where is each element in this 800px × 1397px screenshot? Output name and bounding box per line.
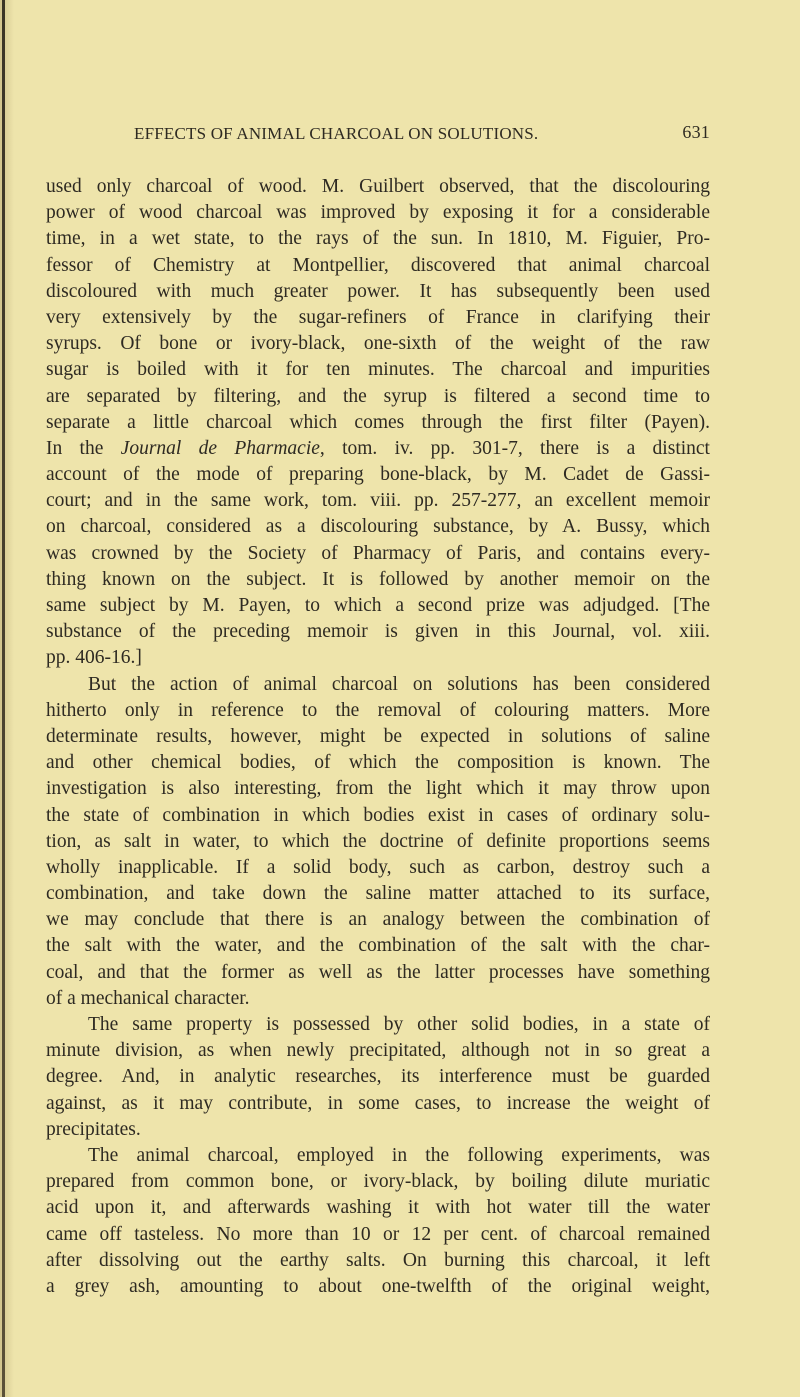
- text-line: acid upon it, and afterwards washing it with hot water till the water: [46, 1197, 710, 1219]
- text-line: substance of the preceding memoir is given in this Journal, vol. xiii.: [46, 621, 710, 643]
- text-line: The animal charcoal, employed in the following experiments, was: [88, 1144, 710, 1166]
- page-binding-edge: [2, 0, 5, 1397]
- text-line: investigation is also interesting, from the light which it may throw upon: [46, 778, 710, 800]
- text-line: tion, as salt in water, to which the doctrine of definite proportions seems: [46, 830, 710, 852]
- text-line: used only charcoal of wood. M. Guilbert observed, that the discolouring: [46, 176, 710, 197]
- text-line: discoloured with much greater power. It has subsequently been used: [46, 280, 710, 302]
- text-line: degree. And, in analytic researches, its interference must be guarded: [46, 1066, 710, 1088]
- paragraph: [46, 1143, 710, 1300]
- body-text: [46, 174, 710, 1300]
- journal-title-italic: Journal de Pharmacie: [120, 437, 320, 459]
- text-line: The same property is possessed by other solid bodies, in a state of: [88, 1014, 710, 1035]
- text-line: a grey ash, amounting to about one-twelfth of the original weight,: [46, 1275, 710, 1297]
- text-line: minute division, as when newly precipitated, although not in so great a: [46, 1040, 710, 1062]
- text-line: on charcoal, considered as a discolouring substance, by A. Bussy, which: [46, 516, 710, 538]
- text-line: separate a little charcoal which comes through the first filter (Payen).: [46, 411, 710, 433]
- text-line: are separated by filtering, and the syrup is filtered a second time to: [46, 385, 710, 407]
- text-line: hitherto only in reference to the removal of colouring matters. More: [46, 699, 710, 721]
- text-line: court; and in the same work, tom. viii. pp. 257-277, an excellent memoir: [46, 490, 710, 512]
- text-line: very extensively by the sugar-refiners of France in clarifying their: [46, 306, 710, 328]
- text-line: we may conclude that there is an analogy between the combination of: [46, 909, 710, 931]
- text-line: account of the mode of preparing bone-black, by M. Cadet de Gassi-: [46, 464, 710, 486]
- text-line: same subject by M. Payen, to which a second prize was adjudged. [The: [46, 595, 710, 616]
- text-line: and other chemical bodies, of which the composition is known. The: [46, 752, 710, 774]
- paragraph: [46, 672, 710, 1012]
- text-line: determinate results, however, might be expected in solutions of saline: [46, 725, 710, 747]
- text-line: the salt with the water, and the combination of the salt with the char-: [46, 935, 710, 957]
- text-line: coal, and that the former as well as the latter processes have something: [46, 961, 710, 983]
- text-line: of a mechanical character.: [46, 987, 250, 1009]
- text-line: [46, 436, 710, 462]
- text-line: fessor of Chemistry at Montpellier, discovered that animal charcoal: [46, 254, 710, 276]
- page-number: 631: [682, 122, 710, 142]
- text-line: came off tasteless. No more than 10 or 12 per cent. of charcoal remained: [46, 1223, 710, 1245]
- text-line: after dissolving out the earthy salts. On burning this charcoal, it left: [46, 1249, 710, 1271]
- text-segment: , tom. iv. pp. 301-7, there is a distinct: [319, 437, 710, 459]
- text-segment: In the: [46, 437, 121, 459]
- text-line: was crowned by the Society of Pharmacy of Paris, and contains every-: [46, 542, 710, 564]
- text-line: syrups. Of bone or ivory-black, one-sixth of the weight of the raw: [46, 333, 710, 355]
- text-line: prepared from common bone, or ivory-black, by boiling dilute muriatic: [46, 1171, 710, 1193]
- running-title: EFFECTS OF ANIMAL CHARCOAL ON SOLUTIONS.: [134, 124, 539, 143]
- text-line: against, as it may contribute, in some cases, to increase the weight of: [46, 1092, 710, 1114]
- text-line: pp. 406-16.]: [46, 647, 142, 669]
- text-line: precipitates.: [46, 1118, 141, 1140]
- text-line: wholly inapplicable. If a solid body, such as carbon, destroy such a: [46, 856, 710, 878]
- paragraph: [46, 1012, 710, 1143]
- text-line: the state of combination in which bodies exist in cases of ordinary solu-: [46, 804, 710, 826]
- running-header: [46, 124, 710, 148]
- paragraph: [46, 174, 710, 672]
- text-line: sugar is boiled with it for ten minutes. The charcoal and impurities: [46, 359, 710, 381]
- text-line: thing known on the subject. It is followed by another memoir on the: [46, 568, 710, 590]
- text-line: power of wood charcoal was improved by exposing it for a considerable: [46, 202, 710, 224]
- text-line: time, in a wet state, to the rays of the sun. In 1810, M. Figuier, Pro-: [46, 228, 710, 250]
- text-line: combination, and take down the saline matter attached to its surface,: [46, 883, 710, 905]
- text-line: But the action of animal charcoal on solutions has been considered: [88, 673, 710, 695]
